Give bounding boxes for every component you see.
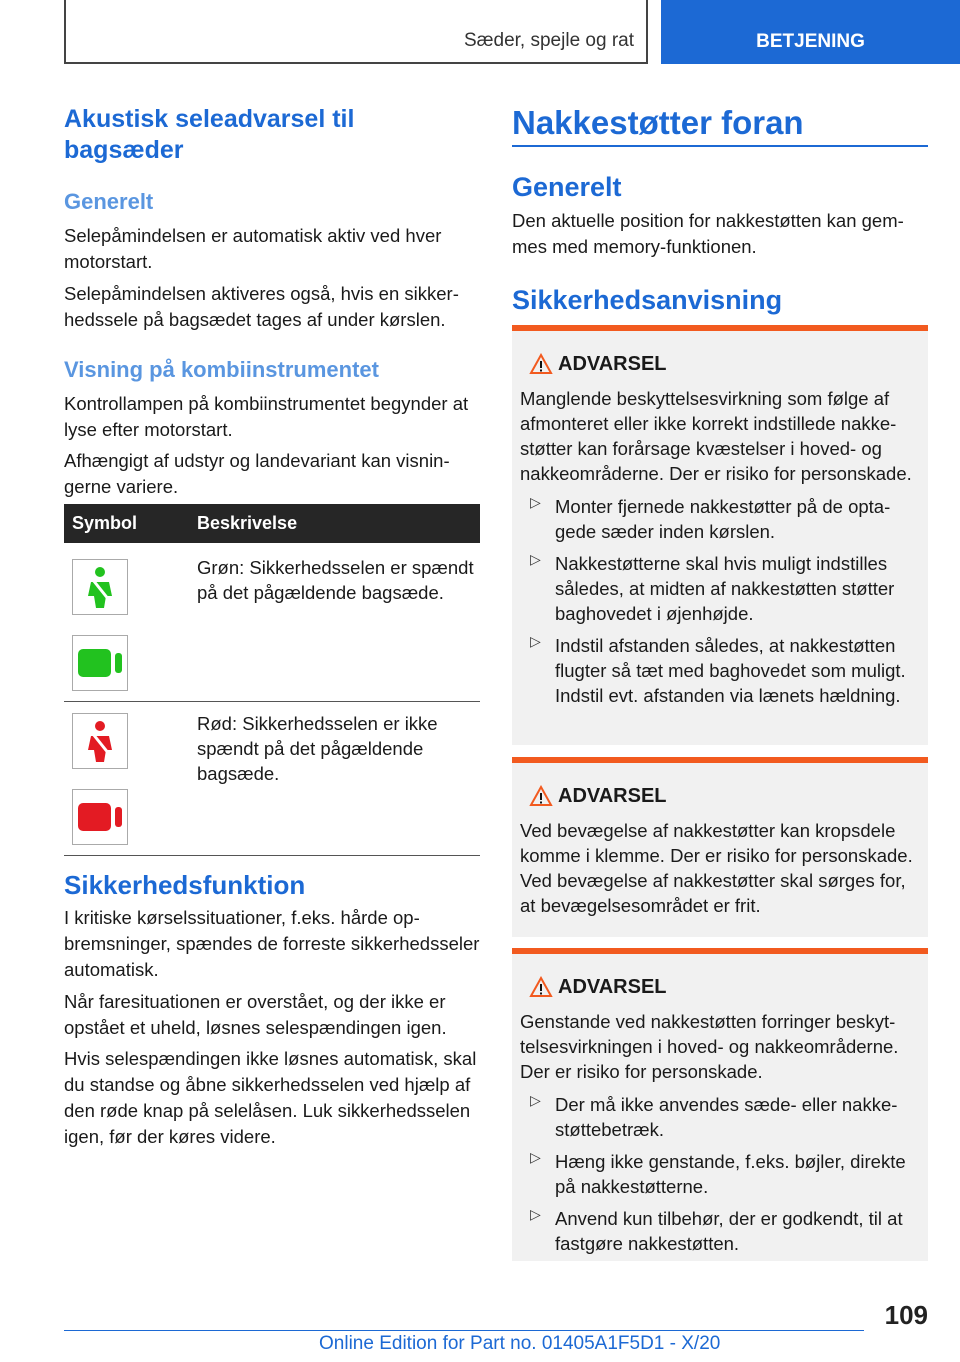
triangle-bullet-icon: ▷: [530, 1206, 541, 1222]
list-item: [520, 1149, 920, 1199]
left-visning-p1: Kontrollampen på kombiinstrumentet begynder at lyse efter motorstart.: [64, 393, 469, 440]
left-visning-p2: Afhængigt af udstyr og landevariant kan visningerne variere.: [64, 450, 450, 497]
header-section-title: Sæder, spejle og rat: [463, 30, 634, 51]
list-item: [520, 633, 920, 708]
right-generelt-heading: Generelt: [512, 172, 622, 202]
footer-edition: Online Edition for Part no. 01405A1F5D1 - X/20: [319, 1333, 721, 1354]
right-heading: Nakkestøtter foran: [512, 104, 804, 141]
triangle-bullet-icon: ▷: [530, 1092, 541, 1108]
table-header-description: Beskrivelse: [189, 504, 480, 543]
warning-icon: [529, 353, 553, 375]
warning-title: ADVARSEL: [558, 353, 667, 375]
right-generelt-p: Den aktuelle position for nakkestøtten kan gemmes med memory-funktionen.: [512, 210, 904, 257]
triangle-bullet-icon: ▷: [530, 494, 541, 510]
list-item: [520, 494, 920, 544]
warning-box: [512, 325, 928, 745]
warning-text: Ved bevægelse af nakkestøtter kan kropsdele komme i klemme. Der er risiko for personskade. Ved bevægelse af nakkestøtter skal sørges for, at bevægelsesområdet er frit.: [520, 820, 913, 916]
warning-icon: [529, 976, 553, 998]
warning-box: [512, 948, 928, 1261]
sikkerhedsanvisning-heading: Sikkerhedsanvisning: [512, 285, 783, 315]
bullet-text: Nakkestøtterne skal hvis muligt indstilles således, at midten af nakkestøtten støtter baghovedet i øjenhøjde.: [555, 553, 895, 624]
warning-text: Genstande ved nakkestøtten forringer beskyttelsesvirkningen i hoved- og nakkeområderne. Der er risiko for personskade.: [520, 1011, 899, 1082]
sikkerhedsfunktion-p1: I kritiske kørselssituationer, f.eks. hårde opbremsninger, spændes de forreste sikkerhedsseler automatisk.: [64, 907, 480, 980]
list-item: [520, 551, 920, 626]
green-seatbelt-icon: [72, 559, 128, 615]
left-generelt-heading: Generelt: [64, 189, 154, 214]
page-number: 109: [884, 1300, 928, 1330]
sikkerhedsfunktion-p2: Når faresituationen er overstået, og der ikke er opstået et uheld, løsnes selespændingen igen.: [64, 991, 447, 1038]
triangle-bullet-icon: ▷: [530, 633, 541, 649]
triangle-bullet-icon: ▷: [530, 1149, 541, 1165]
red-seat-indicator-icon: [72, 789, 128, 845]
bullet-text: Der må ikke anvendes sæde- eller nakkestøttebetræk.: [555, 1094, 898, 1140]
table-row: [64, 543, 480, 702]
symbol-cell: [64, 702, 189, 856]
table-cell-desc: Rød: Sikkerhedsselen er ikke spændt på det pågældende bagsæde.: [189, 702, 480, 856]
warning-title: ADVARSEL: [558, 976, 667, 998]
left-heading: Akustisk seleadvarsel til bagsæder: [64, 105, 355, 164]
left-generelt-p2: Selepåmindelsen aktiveres også, hvis en sikkerhedssele på bagsædet tages af under kørslen.: [64, 283, 459, 330]
footer-rule: [64, 1330, 864, 1331]
bullet-text: Monter fjernede nakkestøtter på de optagede sæder inden kørslen.: [555, 496, 891, 542]
symbol-table: [64, 504, 480, 856]
list-item: [520, 1206, 920, 1256]
bullet-text: Indstil afstanden således, at nakkestøtten flugter så tæt med baghovedet som muligt. Indstil evt. afstanden via lænets hældning.: [555, 635, 906, 706]
red-seatbelt-icon: [72, 713, 128, 769]
warning-title: ADVARSEL: [558, 785, 667, 807]
warning-icon: [529, 785, 553, 807]
bullet-text: Hæng ikke genstande, f.eks. bøjler, direkte på nakkestøtterne.: [555, 1151, 906, 1197]
header-tab[interactable]: BETJENING: [661, 0, 960, 64]
bullet-text: Anvend kun tilbehør, der er godkendt, til at fastgøre nakkestøtten.: [555, 1208, 903, 1254]
table-header-symbol: Symbol: [64, 504, 189, 543]
list-item: [520, 1092, 920, 1142]
sikkerhedsfunktion-heading: Sikkerhedsfunktion: [64, 870, 306, 900]
warning-text: Manglende beskyttelsesvirkning som følge af afmonteret eller ikke korrekt indstillede nakkestøtter kan forårsage kvæstelser i hoved- og nakkeområderne. Der er risiko for personskade.: [520, 388, 912, 484]
symbol-cell: [64, 543, 189, 702]
left-visning-heading: Visning på kombiinstrumentet: [64, 357, 379, 382]
table-row: [64, 702, 480, 856]
triangle-bullet-icon: ▷: [530, 551, 541, 567]
table-cell-desc: Grøn: Sikkerhedsselen er spændt på det pågældende bagsæde.: [189, 543, 480, 702]
left-generelt-p1: Selepåmindelsen er automatisk aktiv ved hver motorstart.: [64, 225, 442, 272]
sikkerhedsfunktion-p3: Hvis selespændingen ikke løsnes automatisk, skal du standse og åbne sikkerhedsselen ved hjælp af den røde knap på selelåsen. Luk sikkerhedsselen igen, før der køres videre.: [64, 1048, 477, 1147]
heading-rule: [512, 145, 928, 147]
green-seat-indicator-icon: [72, 635, 128, 691]
warning-box: [512, 757, 928, 937]
